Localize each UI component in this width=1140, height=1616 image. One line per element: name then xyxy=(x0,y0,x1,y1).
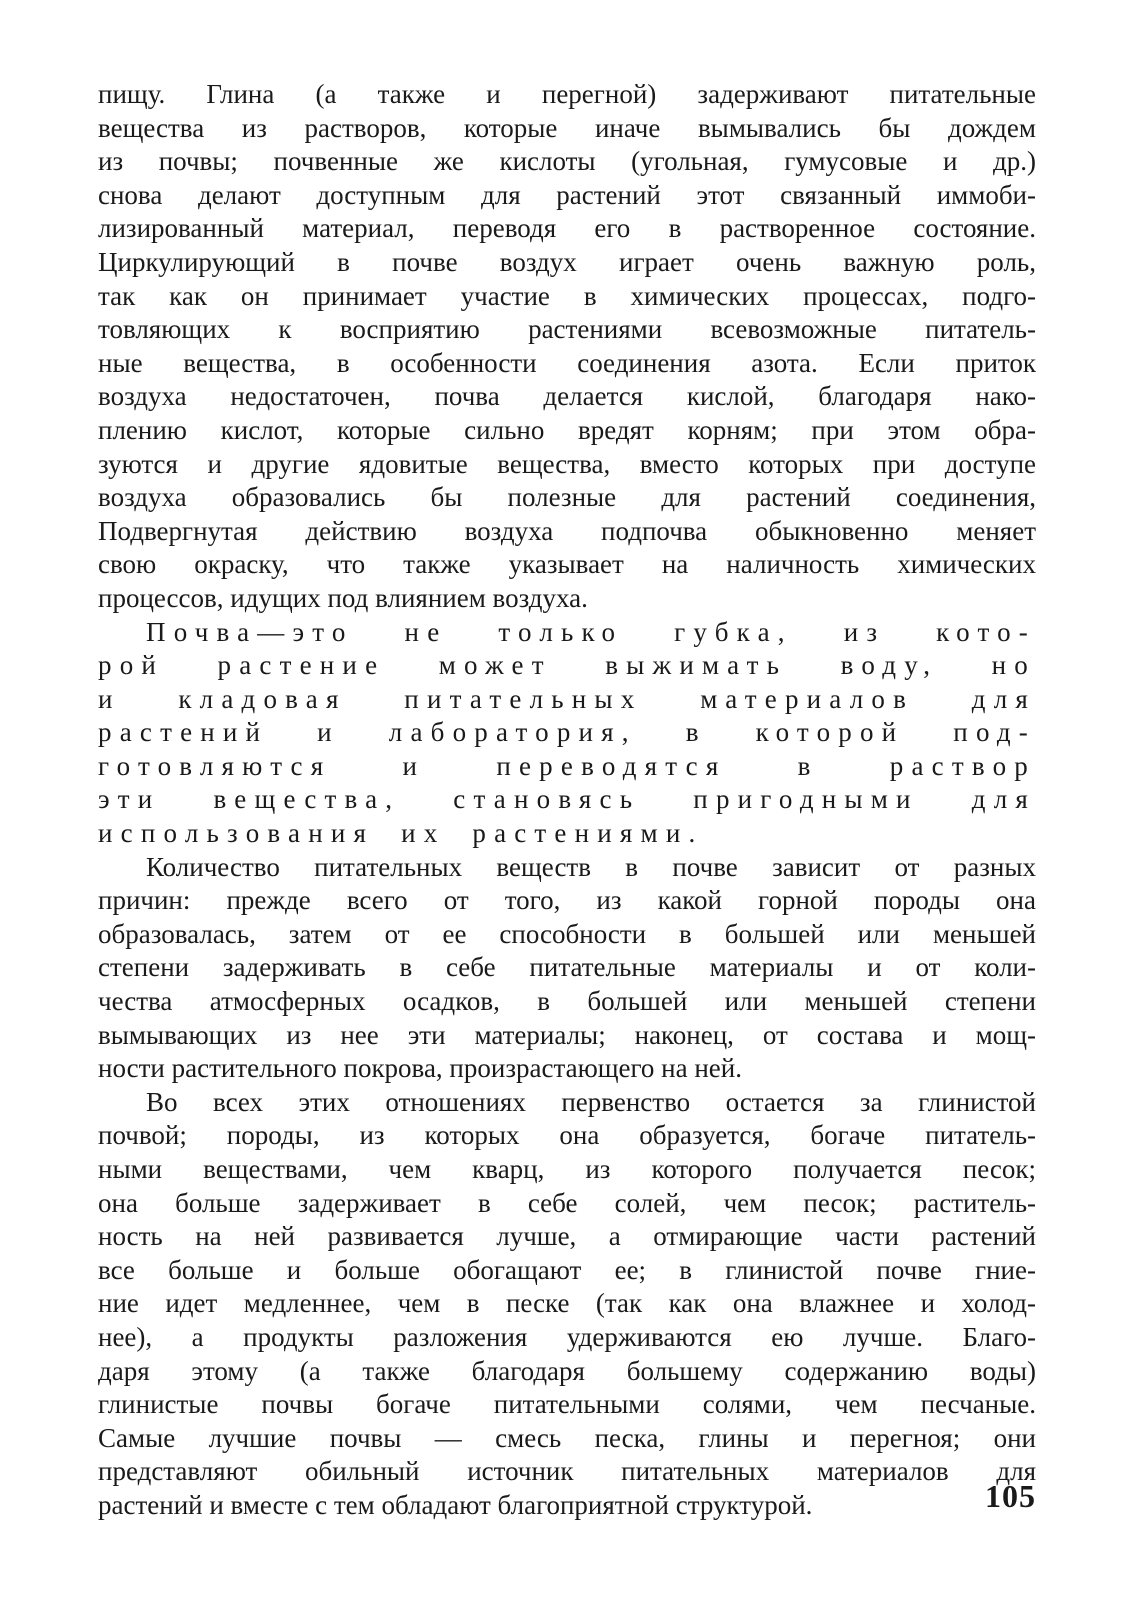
text-line: чества атмосферных осадков, в большей или меньшей степени xyxy=(98,986,1036,1017)
text-line: процессов, идущих под влиянием воздуха. xyxy=(98,582,588,613)
paragraph-soil-definition-spaced xyxy=(98,616,1036,851)
text-line: ными веществами, чем кварц, из которого получается песок; xyxy=(98,1154,1036,1184)
text-line: Самые лучшие почвы — смесь песка, глины и перегноя; они xyxy=(98,1422,1036,1453)
page-body xyxy=(98,78,1036,1523)
text-line: эти вещества, становясь пригодными для xyxy=(98,784,1036,815)
text-line: Подвергнутая действию воздуха подпочва обыкновенно меняет xyxy=(98,515,1036,546)
text-line: плению кислот, которые сильно вредят корням; при этом обра- xyxy=(98,414,1036,445)
text-line: Количество питательных веществ в почве зависит от разных xyxy=(146,851,1036,882)
text-line: почвой; породы, из которых она образуется, богаче питатель- xyxy=(98,1120,1036,1151)
text-line: Циркулирующий в почве воздух играет очень важную роль, xyxy=(98,246,1036,277)
text-line: рой растение может выжимать воду, но xyxy=(98,650,1036,681)
paragraph-clay-superiority xyxy=(98,1086,1036,1523)
text-line: вещества из растворов, которые иначе вымывались бы дождем xyxy=(98,112,1036,143)
text-line: зуются и другие ядовитые вещества, вместо которых при доступе xyxy=(98,448,1036,479)
text-line: пищу. Глина (а также и перегной) задерживают питательные xyxy=(98,79,1036,109)
paragraph-air-and-chemistry xyxy=(98,78,1036,616)
text-line: снова делают доступным для растений этот связанный иммоби- xyxy=(98,179,1036,210)
text-line: причин: прежде всего от того, из какой горной породы она xyxy=(98,885,1036,916)
text-line: использования их растениями. xyxy=(98,818,704,849)
text-line: так как он принимает участие в химических процессах, подго- xyxy=(98,280,1036,311)
text-line: воздуха образовались бы полезные для растений соединения, xyxy=(98,482,1036,513)
text-line: товляющих к восприятию растениями всевозможные питатель- xyxy=(98,314,1036,345)
page-number: 105 xyxy=(985,1478,1036,1514)
text-line: свою окраску, что также указывает на наличность химических xyxy=(98,549,1036,580)
text-line: она больше задерживает в себе солей, чем песок; раститель- xyxy=(98,1187,1036,1218)
text-line: ные вещества, в особенности соединения азота. Если приток xyxy=(98,347,1036,378)
text-line: ности растительного покрова, произрастающего на ней. xyxy=(98,1053,742,1084)
text-line: все больше и больше обогащают ее; в глинистой почве гние- xyxy=(98,1254,1036,1285)
text-line: готовляются и переводятся в раствор xyxy=(98,750,1036,781)
text-line: лизированный материал, переводя его в растворенное состояние. xyxy=(98,213,1036,244)
text-line: и кладовая питательных материалов для xyxy=(98,683,1036,714)
text-line: Во всех этих отношениях первенство остается за глинистой xyxy=(146,1086,1036,1117)
text-line: степени задерживать в себе питательные материалы и от коли- xyxy=(98,952,1036,983)
text-line: растений и лаборатория, в которой под- xyxy=(98,717,1036,748)
text-line: из почвы; почвенные же кислоты (угольная, гумусовые и др.) xyxy=(98,146,1036,177)
text-line: образовалась, затем от ее способности в большей или меньшей xyxy=(98,918,1036,949)
text-line: растений и вместе с тем обладают благоприятной структурой. xyxy=(98,1489,813,1520)
text-line: ние идет медленнее, чем в песке (так как она влажнее и холод- xyxy=(98,1288,1036,1319)
text-line: ность на ней развивается лучше, а отмирающие части растений xyxy=(98,1221,1036,1252)
text-line: даря этому (а также благодаря большему содержанию воды) xyxy=(98,1355,1036,1386)
paragraph-nutrient-amount xyxy=(98,851,1036,1086)
text-line: глинистые почвы богаче питательными солями, чем песчаные. xyxy=(98,1389,1036,1420)
text-line: воздуха недостаточен, почва делается кислой, благодаря нако- xyxy=(98,381,1036,412)
text-line: нее), а продукты разложения удерживаются ею лучше. Благо- xyxy=(98,1321,1036,1352)
text-line: вымывающих из нее эти материалы; наконец, от состава и мощ- xyxy=(98,1019,1036,1050)
text-line: представляют обильный источник питательных материалов для xyxy=(98,1456,1036,1487)
text-line: Почва—это не только губка, из кото- xyxy=(146,616,1036,647)
